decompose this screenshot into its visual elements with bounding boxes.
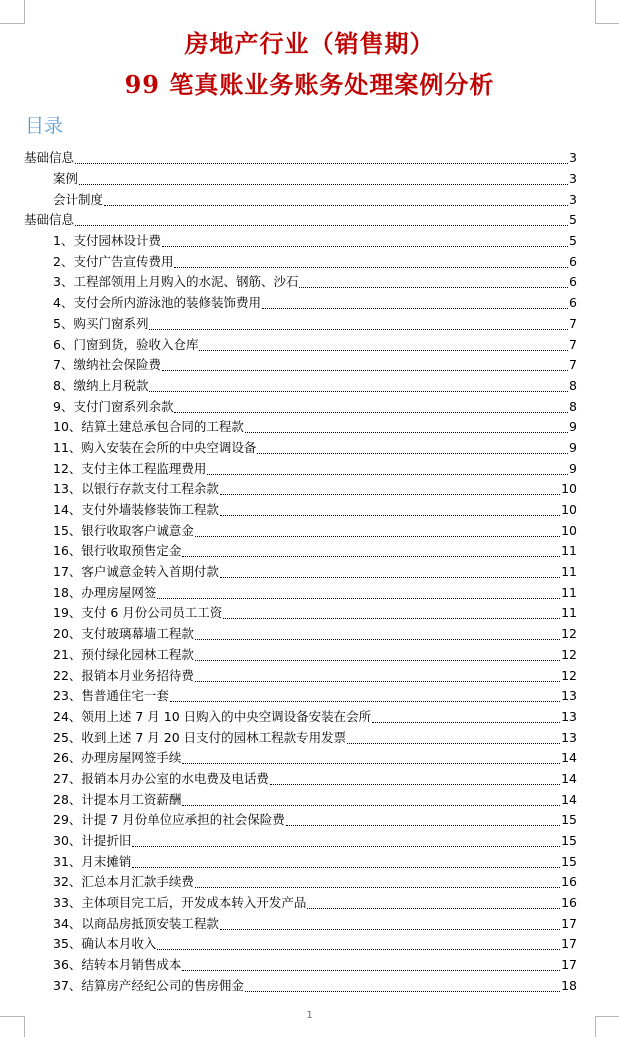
toc-dot-leader [157, 948, 560, 950]
toc-entry-page-number[interactable]: 6 [569, 274, 577, 290]
toc-entry-page-number[interactable]: 17 [561, 915, 577, 931]
toc-entry[interactable] [0, 686, 619, 707]
toc-entry[interactable] [0, 376, 619, 397]
toc-entry[interactable] [0, 293, 619, 314]
toc-entry-label[interactable]: 25、收到上述 7 月 20 日支付的园林工程款专用发票 [53, 728, 346, 748]
toc-entry-page-number[interactable]: 11 [561, 564, 577, 580]
page-number: 1 [306, 1010, 313, 1021]
toc-entry-page-number[interactable]: 7 [569, 336, 577, 352]
toc-entry[interactable] [0, 562, 619, 583]
toc-entry-label[interactable]: 22、报销本月业务招待费 [53, 666, 194, 686]
toc-entry-label[interactable]: 基础信息 [24, 148, 74, 168]
toc-entry-page-number[interactable]: 7 [569, 315, 577, 331]
toc-entry-label[interactable]: 5、购买门窗系列 [53, 314, 148, 334]
toc-entry-page-number[interactable]: 3 [569, 191, 577, 207]
toc-entry-label[interactable]: 案例 [53, 169, 78, 189]
toc-dot-leader [162, 369, 568, 371]
toc-entry-page-number[interactable]: 10 [561, 522, 577, 538]
toc-entry-page-number[interactable]: 10 [561, 502, 577, 518]
toc-dot-leader [149, 328, 568, 330]
toc-dot-leader [220, 928, 560, 930]
toc-entry[interactable] [0, 169, 619, 190]
toc-entry-page-number[interactable]: 12 [561, 626, 577, 642]
toc-entry[interactable] [0, 334, 619, 355]
toc-dot-leader [199, 349, 568, 351]
toc-entry[interactable] [0, 582, 619, 603]
document-title-line-1: 房地产行业（销售期） [184, 29, 435, 58]
toc-entry-label[interactable]: 33、主体项目完工后，开发成本转入开发产品 [53, 893, 306, 913]
toc-entry-page-number[interactable]: 11 [561, 605, 577, 621]
toc-entry[interactable] [0, 707, 619, 728]
toc-entry-label[interactable]: 11、购入安装在会所的中央空调设备 [53, 438, 256, 458]
toc-dot-leader [75, 224, 568, 226]
toc-entry[interactable] [0, 500, 619, 521]
toc-dot-leader [220, 493, 560, 495]
toc-dot-leader [75, 162, 568, 164]
toc-entry-page-number[interactable]: 5 [569, 212, 577, 228]
toc-entry[interactable] [0, 748, 619, 769]
toc-entry[interactable] [0, 251, 619, 272]
toc-entry-page-number[interactable]: 9 [569, 439, 577, 455]
toc-dot-leader [182, 762, 560, 764]
toc-dot-leader [162, 245, 568, 247]
toc-entry-label[interactable]: 8、缴纳上月税款 [53, 376, 148, 396]
toc-dot-leader [220, 514, 560, 516]
toc-entry-page-number[interactable]: 8 [569, 398, 577, 414]
toc-entry-page-number[interactable]: 9 [569, 419, 577, 435]
toc-entry[interactable] [0, 417, 619, 438]
toc-entry[interactable] [0, 231, 619, 252]
toc-entry[interactable] [0, 851, 619, 872]
toc-dot-leader [104, 204, 568, 206]
toc-entry-label[interactable]: 15、银行收取客户诚意金 [53, 521, 194, 541]
toc-entry-label[interactable]: 14、支付外墙装修装饰工程款 [53, 500, 219, 520]
page-corner-mark-top-right [595, 0, 619, 24]
toc-entry[interactable] [0, 789, 619, 810]
toc-entry-page-number[interactable]: 9 [569, 460, 577, 476]
toc-entry-label[interactable]: 2、支付广告宣传费用 [53, 252, 173, 272]
toc-entry-page-number[interactable]: 3 [569, 171, 577, 187]
page-corner-mark-top-left [0, 0, 25, 24]
toc-entry-label[interactable]: 会计制度 [53, 190, 103, 210]
toc-dot-leader [132, 866, 560, 868]
toc-entry-label[interactable]: 9、支付门窗系列余款 [53, 397, 173, 417]
toc-entry-label[interactable]: 1、支付园林设计费 [53, 231, 161, 251]
toc-entry-label[interactable]: 7、缴纳社会保险费 [53, 355, 161, 375]
toc-entry-label[interactable]: 34、以商品房抵顶安装工程款 [53, 914, 219, 934]
toc-entry-label[interactable]: 26、办理房屋网签手续 [53, 748, 181, 768]
toc-entry-label[interactable]: 27、报销本月办公室的水电费及电话费 [53, 769, 269, 789]
toc-dot-leader [257, 452, 568, 454]
toc-entry[interactable] [0, 665, 619, 686]
toc-entry-page-number[interactable]: 14 [561, 791, 577, 807]
toc-entry-label[interactable]: 基础信息 [24, 210, 74, 230]
toc-dot-leader [223, 617, 560, 619]
toc-entry-label[interactable]: 16、银行收取预售定金 [53, 541, 181, 561]
toc-entry[interactable] [0, 913, 619, 934]
toc-entry-label[interactable]: 18、办理房屋网签 [53, 583, 156, 603]
toc-entry-page-number[interactable]: 15 [561, 833, 577, 849]
toc-dot-leader [299, 286, 568, 288]
toc-entry-page-number[interactable]: 7 [569, 357, 577, 373]
toc-entry[interactable] [0, 727, 619, 748]
toc-dot-leader [245, 990, 560, 992]
toc-entry-label[interactable]: 32、汇总本月汇款手续费 [53, 872, 194, 892]
toc-entry-page-number[interactable]: 6 [569, 295, 577, 311]
toc-dot-leader [372, 721, 560, 723]
toc-entry-label[interactable]: 35、确认本月收入 [53, 934, 156, 954]
toc-entry[interactable] [0, 893, 619, 914]
toc-entry-page-number[interactable]: 11 [561, 543, 577, 559]
toc-entry[interactable] [0, 769, 619, 790]
toc-entry[interactable] [0, 831, 619, 852]
toc-entry[interactable] [0, 624, 619, 645]
toc-entry-label[interactable]: 31、月末摊销 [53, 852, 131, 872]
toc-dot-leader [149, 390, 568, 392]
toc-dot-leader [174, 266, 568, 268]
toc-entry-label[interactable]: 23、售普通住宅一套 [53, 686, 169, 706]
toc-entry-label[interactable]: 37、结算房产经纪公司的售房佣金 [53, 976, 244, 996]
toc-entry-label[interactable]: 6、门窗到货，验收入仓库 [53, 335, 198, 355]
toc-entry-label[interactable]: 30、计提折旧 [53, 831, 131, 851]
toc-entry[interactable] [0, 479, 619, 500]
toc-entry[interactable] [0, 603, 619, 624]
toc-entry-page-number[interactable]: 11 [561, 584, 577, 600]
toc-dot-leader [195, 886, 560, 888]
toc-entry[interactable] [0, 438, 619, 459]
toc-entry-page-number[interactable]: 15 [561, 812, 577, 828]
toc-entry-page-number[interactable]: 14 [561, 770, 577, 786]
toc-entry-page-number[interactable]: 15 [561, 853, 577, 869]
toc-dot-leader [262, 307, 568, 309]
toc-entry[interactable] [0, 314, 619, 335]
toc-entry-page-number[interactable]: 6 [569, 253, 577, 269]
table-of-contents [0, 148, 619, 996]
toc-entry-page-number[interactable]: 18 [561, 977, 577, 993]
toc-entry-page-number[interactable]: 10 [561, 481, 577, 497]
toc-entry[interactable] [0, 810, 619, 831]
toc-dot-leader [195, 638, 560, 640]
toc-entry-label[interactable]: 20、支付玻璃幕墙工程款 [53, 624, 194, 644]
toc-entry-page-number[interactable]: 17 [561, 936, 577, 952]
toc-entry-label[interactable]: 4、支付会所内游泳池的装修装饰费用 [53, 293, 261, 313]
toc-dot-leader [286, 824, 560, 826]
toc-entry-label[interactable]: 12、支付主体工程监理费用 [53, 459, 206, 479]
toc-dot-leader [307, 907, 560, 909]
document-title-line-2: 99 笔真账业务账务处理案例分析 [124, 70, 495, 99]
toc-entry-page-number[interactable]: 16 [561, 895, 577, 911]
toc-entry-page-number[interactable]: 8 [569, 377, 577, 393]
toc-entry-label[interactable]: 10、结算土建总承包合同的工程款 [53, 417, 244, 437]
toc-entry-page-number[interactable]: 16 [561, 874, 577, 890]
toc-entry-label[interactable]: 21、预付绿化园林工程款 [53, 645, 194, 665]
toc-entry[interactable] [0, 541, 619, 562]
toc-entry-label[interactable]: 36、结转本月销售成本 [53, 955, 181, 975]
toc-entry[interactable] [0, 396, 619, 417]
toc-entry-label[interactable]: 17、客户诚意金转入首期付款 [53, 562, 219, 582]
toc-entry-page-number[interactable]: 3 [569, 150, 577, 166]
toc-entry[interactable] [0, 872, 619, 893]
toc-dot-leader [132, 845, 560, 847]
toc-dot-leader [195, 659, 560, 661]
toc-entry-page-number[interactable]: 17 [561, 957, 577, 973]
toc-dot-leader [270, 783, 560, 785]
toc-entry[interactable] [0, 189, 619, 210]
toc-entry-page-number[interactable]: 12 [561, 667, 577, 683]
toc-entry-label[interactable]: 19、支付 6 月份公司员工工资 [53, 603, 222, 623]
toc-dot-leader [245, 431, 568, 433]
toc-entry-page-number[interactable]: 13 [561, 729, 577, 745]
toc-entry-heading[interactable] [0, 148, 619, 169]
toc-entry-label[interactable]: 24、领用上述 7 月 10 日购入的中央空调设备安装在会所 [53, 707, 371, 727]
toc-entry-page-number[interactable]: 14 [561, 750, 577, 766]
toc-dot-leader [182, 555, 560, 557]
toc-entry-label[interactable]: 28、计提本月工资薪酬 [53, 790, 181, 810]
toc-entry[interactable] [0, 355, 619, 376]
toc-dot-leader [347, 742, 560, 744]
toc-entry[interactable] [0, 955, 619, 976]
toc-dot-leader [207, 473, 568, 475]
toc-entry-page-number[interactable]: 12 [561, 646, 577, 662]
toc-entry-label[interactable]: 13、以银行存款支付工程余款 [53, 479, 219, 499]
toc-entry-page-number[interactable]: 5 [569, 233, 577, 249]
toc-entry[interactable] [0, 976, 619, 997]
toc-dot-leader [220, 576, 560, 578]
toc-dot-leader [157, 597, 560, 599]
toc-entry-heading[interactable] [0, 210, 619, 231]
toc-entry-page-number[interactable]: 13 [561, 708, 577, 724]
toc-entry[interactable] [0, 458, 619, 479]
toc-dot-leader [182, 804, 560, 806]
toc-dot-leader [182, 969, 560, 971]
toc-entry-label[interactable]: 29、计提 7 月份单位应承担的社会保险费 [53, 810, 285, 830]
toc-entry-label[interactable]: 3、工程部领用上月购入的水泥、钢筋、沙石 [53, 272, 298, 292]
toc-dot-leader [195, 680, 560, 682]
toc-dot-leader [79, 183, 568, 185]
toc-entry[interactable] [0, 272, 619, 293]
toc-entry-page-number[interactable]: 13 [561, 688, 577, 704]
toc-dot-leader [170, 700, 560, 702]
toc-heading: 目录 [25, 115, 64, 137]
toc-dot-leader [174, 411, 568, 413]
toc-entry[interactable] [0, 934, 619, 955]
toc-dot-leader [195, 535, 560, 537]
toc-entry[interactable] [0, 520, 619, 541]
toc-entry[interactable] [0, 645, 619, 666]
